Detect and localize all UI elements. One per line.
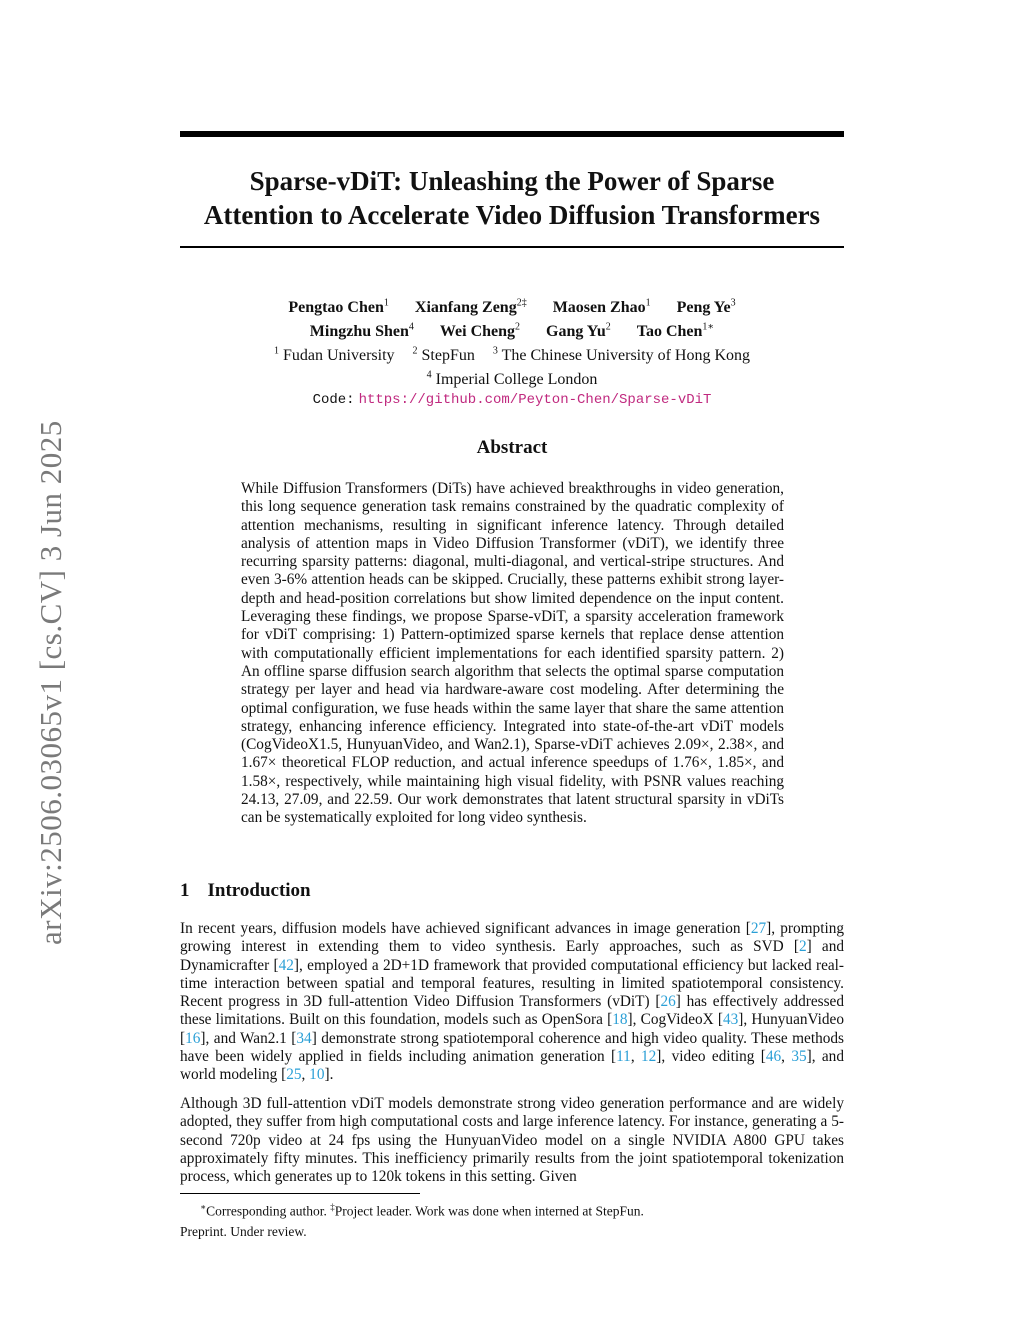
affiliation: $^1$ Fudan University [273, 345, 395, 364]
abstract-heading: Abstract [476, 437, 548, 458]
affiliation-line-2 [180, 365, 844, 389]
citation-link[interactable]: 11 [616, 1048, 631, 1066]
title-bottom-rule [180, 246, 844, 248]
author: Tao Chen$^{1∗}$ [636, 321, 715, 341]
affiliation: $^2$ StepFun [412, 345, 475, 364]
intro-paragraph-2: Although 3D full-attention vDiT models demonstrate strong video generation performance and are widely adopted, they suffer from high computational costs and large inference latency. For instance, generating a 5-second 720p video at 24 fps using the HunyuanVideo model on a single NVIDIA A800 GPU takes approximately fifty minutes. This inefficiency primarily results from the joint spatiotemporal tokenization process, which generates up to 120k tokens in this setting. Given [180, 1095, 844, 1186]
author: Xianfang Zeng$^{2\ddagger}$ [414, 298, 527, 317]
citation-link[interactable]: 16 [185, 1029, 201, 1047]
citation-link[interactable]: 2 [798, 938, 807, 956]
citation-link[interactable]: 25 [286, 1066, 302, 1084]
citation-link[interactable]: 34 [296, 1029, 312, 1047]
footnote: ∗Corresponding author. ‡Project leader. Work was done when interned at StepFun. [200, 1202, 644, 1219]
affiliation: $^3$ The Chinese University of Hong Kong [492, 345, 750, 364]
author: Wei Cheng$^2$ [439, 321, 521, 341]
footnote-rule [180, 1193, 420, 1194]
affiliation: $^4$ Imperial College London [426, 369, 598, 388]
citation-link[interactable]: 27 [750, 920, 767, 937]
preprint-note: Preprint. Under review. [180, 1224, 307, 1239]
author: Maosen Zhao$^1$ [552, 298, 651, 317]
citation-link[interactable]: 43 [723, 1011, 739, 1029]
code-line [180, 389, 844, 411]
arxiv-side-stamp: arXiv:2506.03065v1 [cs.CV] 3 Jun 2025 [33, 420, 68, 945]
code-link[interactable]: https://github.com/Peyton-Chen/Sparse-vDiT [358, 392, 712, 409]
code-label: Code: [312, 392, 355, 409]
citation-link[interactable]: 18 [612, 1011, 628, 1029]
citation-link[interactable]: 46 [765, 1048, 782, 1066]
intro-paragraph-1: In recent years, diffusion models have achieved significant advances in image generation [27], prompting growing interest in extending them to video synthesis. Early approaches, such as SVD [2] and Dynamicrafter [42], employed a 2D+1D framework that provided computational efficiency but lacked real-time interaction between spatial and temporal features, resulting in limited spatiotemporal consistency. Recent progress in 3D full-attention Video Diffusion Transformers (vDiT) [26] has effectively addressed these limitations. Built on this foundation, models such as OpenSora [18], CogVideoX [43], HunyuanVideo [16], and Wan2.1 [34] demonstrate strong spatiotemporal coherence and high video quality. These methods have been widely applied in fields including animation generation [11, 12], video editing [46, 35], and world modeling [25, 10]. [180, 920, 844, 1084]
title-line-1: Sparse-vDiT: Unleashing the Power of Sparse [249, 166, 775, 196]
author-line-1 [180, 294, 844, 318]
author: Mingzhu Shen$^4$ [309, 321, 414, 341]
author: Gang Yu$^2$ [546, 321, 611, 341]
abstract-text: While Diffusion Transformers (DiTs) have achieved breakthroughs in video generation, this long sequence generation task remains constrained by the quadratic complexity of attention mechanisms, resulting in significant inference latency. Through detailed analysis of attention maps in Video Diffusion Transformer (vDiT), we identify three recurring sparsity patterns: diagonal, multi-diagonal, and vertical-stripe structures. And even 3-6% attention heads can be skipped. Crucially, these patterns exhibit strong layer-depth and head-position correlations but show limited dependence on the input content. Leveraging these findings, we propose Sparse-vDiT, a sparsity acceleration framework for vDiT comprising: 1) Pattern-optimized sparse kernels that replace dense attention with computationally efficient implementations for each identified sparsity pattern. 2) An offline sparse diffusion search algorithm that selects the optimal sparse computation strategy per layer and head via hardware-aware cost modeling. After determining the optimal configuration, we fuse heads within the same layer that share the same attention strategy, enhancing inference efficiency. Integrated into state-of-the-art vDiT models (CogVideoX1.5, HunyuanVideo, and Wan2.1), Sparse-vDiT achieves 2.09×, 2.38×, and 1.67× theoretical FLOP reduction, and actual inference speedups of 1.76×, 1.85×, and 1.58×, respectively, while maintaining high visual fidelity, with PSNR values reaching 24.13, 27.09, and 22.59. Our work demonstrates that latent structural sparsity in vDiTs can be systematically exploited for long video synthesis. [241, 480, 784, 827]
citation-link[interactable]: 12 [641, 1048, 657, 1066]
citation-link[interactable]: 26 [660, 993, 676, 1011]
affiliation-line-1 [180, 342, 844, 366]
title-line-2: Attention to Accelerate Video Diffusion Transformers [203, 200, 821, 230]
citation-link[interactable]: 35 [791, 1048, 807, 1066]
author: Pengtao Chen$^1$ [288, 298, 389, 317]
author: Peng Ye$^3$ [676, 298, 736, 317]
title-top-rule [180, 131, 844, 137]
section-title: Introduction [207, 880, 311, 901]
citation-link[interactable]: 10 [309, 1066, 325, 1084]
author-line-2 [180, 318, 844, 342]
section-number: 1 [180, 880, 190, 901]
section-heading-introduction [180, 880, 311, 902]
author-block [180, 294, 844, 411]
citation-link[interactable]: 42 [278, 956, 294, 974]
paper-title [180, 164, 844, 232]
